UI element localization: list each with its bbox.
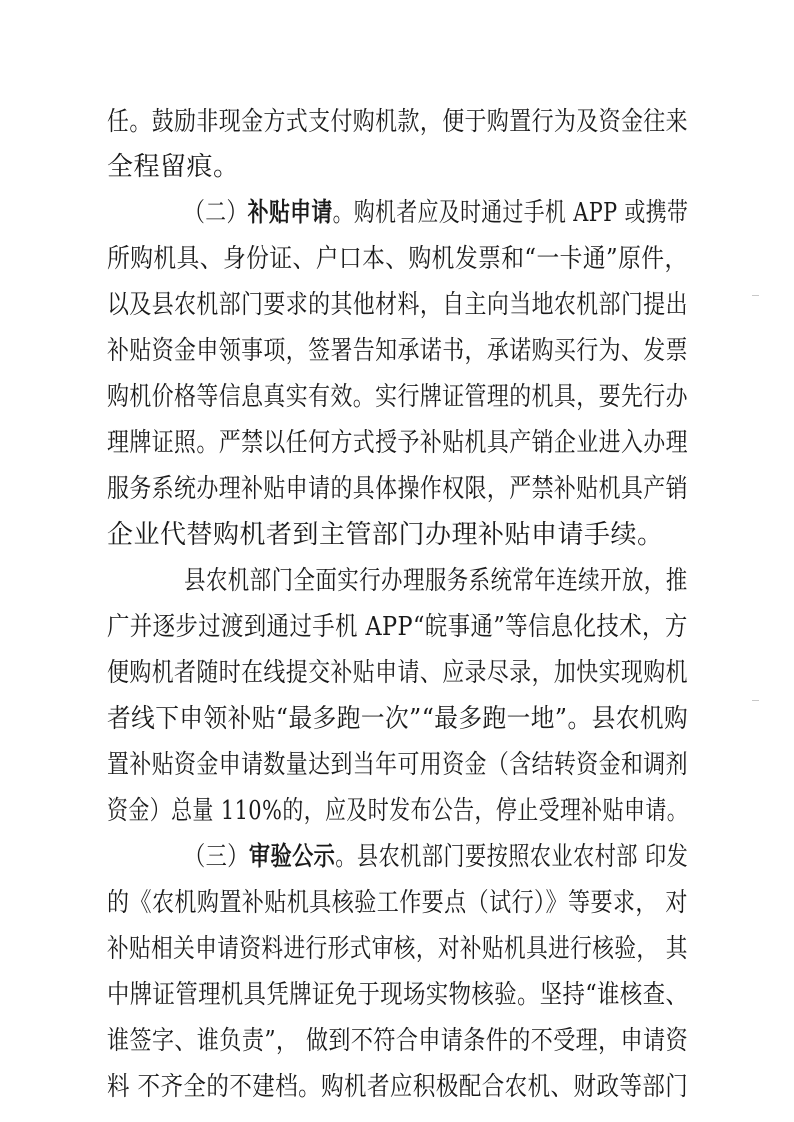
text-line: 广并逐步过渡到通过手机 APP“皖事通”等信息化技术，方 xyxy=(107,612,688,642)
text-line: 以及县农机部门要求的其他材料，自主向当地农机部门提出 xyxy=(107,290,689,320)
section-heading-bold: 审验公示 xyxy=(248,842,336,872)
text-line: 补贴资金申领事项，签署告知承诺书，承诺购买行为、发票 xyxy=(107,336,689,366)
section-heading-bold: 补贴申请 xyxy=(247,198,333,228)
text-line: 的《农机购置补贴机具核验工作要点（试行）》等要求， 对 xyxy=(107,888,688,918)
scan-mark xyxy=(752,295,759,296)
text-line: 补贴相关申请资料进行形式审核，对补贴机具进行核验， 其 xyxy=(107,934,688,964)
text-line: 中牌证管理机具凭牌证免于现场实物核验。坚持“谁核查、 xyxy=(107,980,689,1010)
paragraph-start-line: 县农机部门全面实行办理服务系统常年连续开放，推 xyxy=(184,566,688,596)
section-heading-line: （二）补贴申请。购机者应及时通过手机 APP 或携带 xyxy=(184,198,689,228)
text-line: 谁签字、谁负责”， 做到不符合申请条件的不受理，申请资 xyxy=(107,1026,689,1056)
section-heading-line: （三）审验公示。县农机部门要按照农业农村部 印发 xyxy=(184,842,689,872)
text-line: 理牌证照。严禁以任何方式授予补贴机具产销企业进入办理 xyxy=(107,428,689,458)
text-line: 料 不齐全的不建档。购机者应积极配合农机、财政等部门 xyxy=(107,1072,689,1102)
text-line: 企业代替购机者到主管部门办理补贴申请手续。 xyxy=(107,520,664,550)
text-line: 购机价格等信息真实有效。实行牌证管理的机具，要先行办 xyxy=(107,382,689,412)
text-line: 资金）总量 110%的，应及时发布公告，停止受理补贴申请。 xyxy=(107,796,689,826)
text-line: 所购机具、身份证、户口本、购机发票和“一卡通”原件， xyxy=(107,244,688,274)
text-line: 者线下申领补贴“最多跑一次”“最多跑一地”。县农机购 xyxy=(107,704,689,734)
text-line: 全程留痕。 xyxy=(107,152,240,182)
text-line: 服务系统办理补贴申请的具体操作权限，严禁补贴机具产销 xyxy=(107,474,689,504)
text-line: 便购机者随时在线提交补贴申请、应录尽录，加快实现购机 xyxy=(107,658,689,688)
text-line: 任。鼓励非现金方式支付购机款，便于购置行为及资金往来 xyxy=(107,107,689,137)
scan-mark xyxy=(752,700,759,701)
text-line: 置补贴资金申请数量达到当年可用资金（含结转资金和调剂 xyxy=(107,750,689,780)
